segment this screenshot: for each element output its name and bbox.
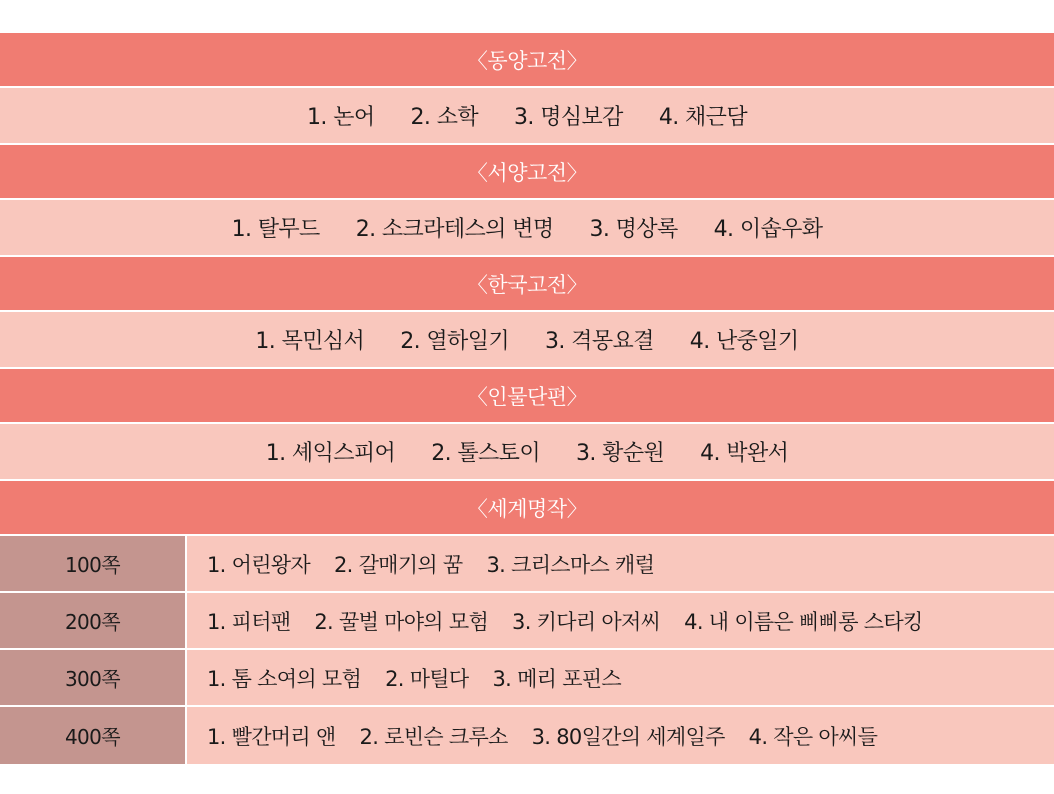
book-item: 2. 열하일기	[400, 329, 509, 354]
book-item: 1. 어린왕자	[207, 552, 310, 577]
section-items-korean-classics	[0, 312, 1054, 369]
book-item: 3. 격몽요결	[545, 329, 654, 354]
book-item: 3. 명상록	[589, 217, 678, 242]
page-count-label: 100쪽	[0, 536, 187, 591]
book-item: 2. 로빈슨 크루소	[359, 724, 508, 749]
book-item: 1. 피터팬	[207, 609, 291, 634]
book-list-table	[0, 33, 1054, 764]
section-items-biographies	[0, 424, 1054, 481]
book-item: 3. 80일간의 세계일주	[531, 724, 725, 749]
book-item: 3. 명심보감	[514, 105, 623, 130]
book-item: 3. 황순원	[575, 441, 665, 466]
world-row-400	[0, 707, 1054, 764]
section-title: 〈인물단편〉	[466, 384, 588, 409]
book-item: 4. 채근담	[658, 105, 747, 130]
book-item: 2. 갈매기의 꿈	[333, 552, 463, 577]
book-item: 1. 톰 소여의 모험	[207, 666, 362, 691]
book-item: 1. 탈무드	[231, 217, 320, 242]
book-item: 3. 크리스마스 캐럴	[486, 552, 655, 577]
book-item: 2. 소크라테스의 변명	[355, 217, 554, 242]
book-item: 1. 셰익스피어	[265, 441, 396, 466]
world-row-100	[0, 536, 1054, 593]
section-title: 〈한국고전〉	[466, 272, 588, 297]
book-item: 1. 빨간머리 앤	[207, 724, 336, 749]
page-count-label: 300쪽	[0, 650, 187, 705]
book-item: 2. 꿀벌 마야의 모험	[314, 609, 489, 634]
books-cell	[187, 593, 1054, 648]
section-title: 〈동양고전〉	[466, 48, 588, 73]
book-item: 2. 톨스토이	[431, 441, 540, 466]
book-item: 2. 소학	[410, 105, 479, 130]
section-header-eastern-classics	[0, 33, 1054, 88]
section-items-western-classics	[0, 200, 1054, 257]
books-cell	[187, 707, 1054, 764]
section-title: 〈서양고전〉	[466, 160, 588, 185]
section-items-eastern-classics	[0, 88, 1054, 145]
page-count-label: 400쪽	[0, 707, 187, 764]
books-cell	[187, 650, 1054, 705]
page-count-label: 200쪽	[0, 593, 187, 648]
world-row-300	[0, 650, 1054, 707]
world-row-200	[0, 593, 1054, 650]
books-cell	[187, 536, 1054, 591]
section-header-korean-classics	[0, 257, 1054, 312]
section-header-western-classics	[0, 145, 1054, 200]
book-item: 1. 논어	[307, 105, 375, 130]
book-item: 4. 이솝우화	[713, 217, 823, 242]
section-header-biographies	[0, 369, 1054, 424]
book-item: 4. 작은 아씨들	[748, 724, 878, 749]
book-item: 1. 목민심서	[255, 329, 365, 354]
book-item: 2. 마틸다	[385, 666, 469, 691]
book-item: 4. 난중일기	[689, 329, 799, 354]
book-item: 4. 박완서	[700, 441, 789, 466]
section-title: 〈세계명작〉	[466, 496, 588, 521]
book-item: 3. 키다리 아저씨	[512, 609, 661, 634]
book-item: 4. 내 이름은 삐삐롱 스타킹	[684, 609, 923, 634]
book-item: 3. 메리 포핀스	[492, 666, 621, 691]
section-header-world-masterpieces	[0, 481, 1054, 536]
